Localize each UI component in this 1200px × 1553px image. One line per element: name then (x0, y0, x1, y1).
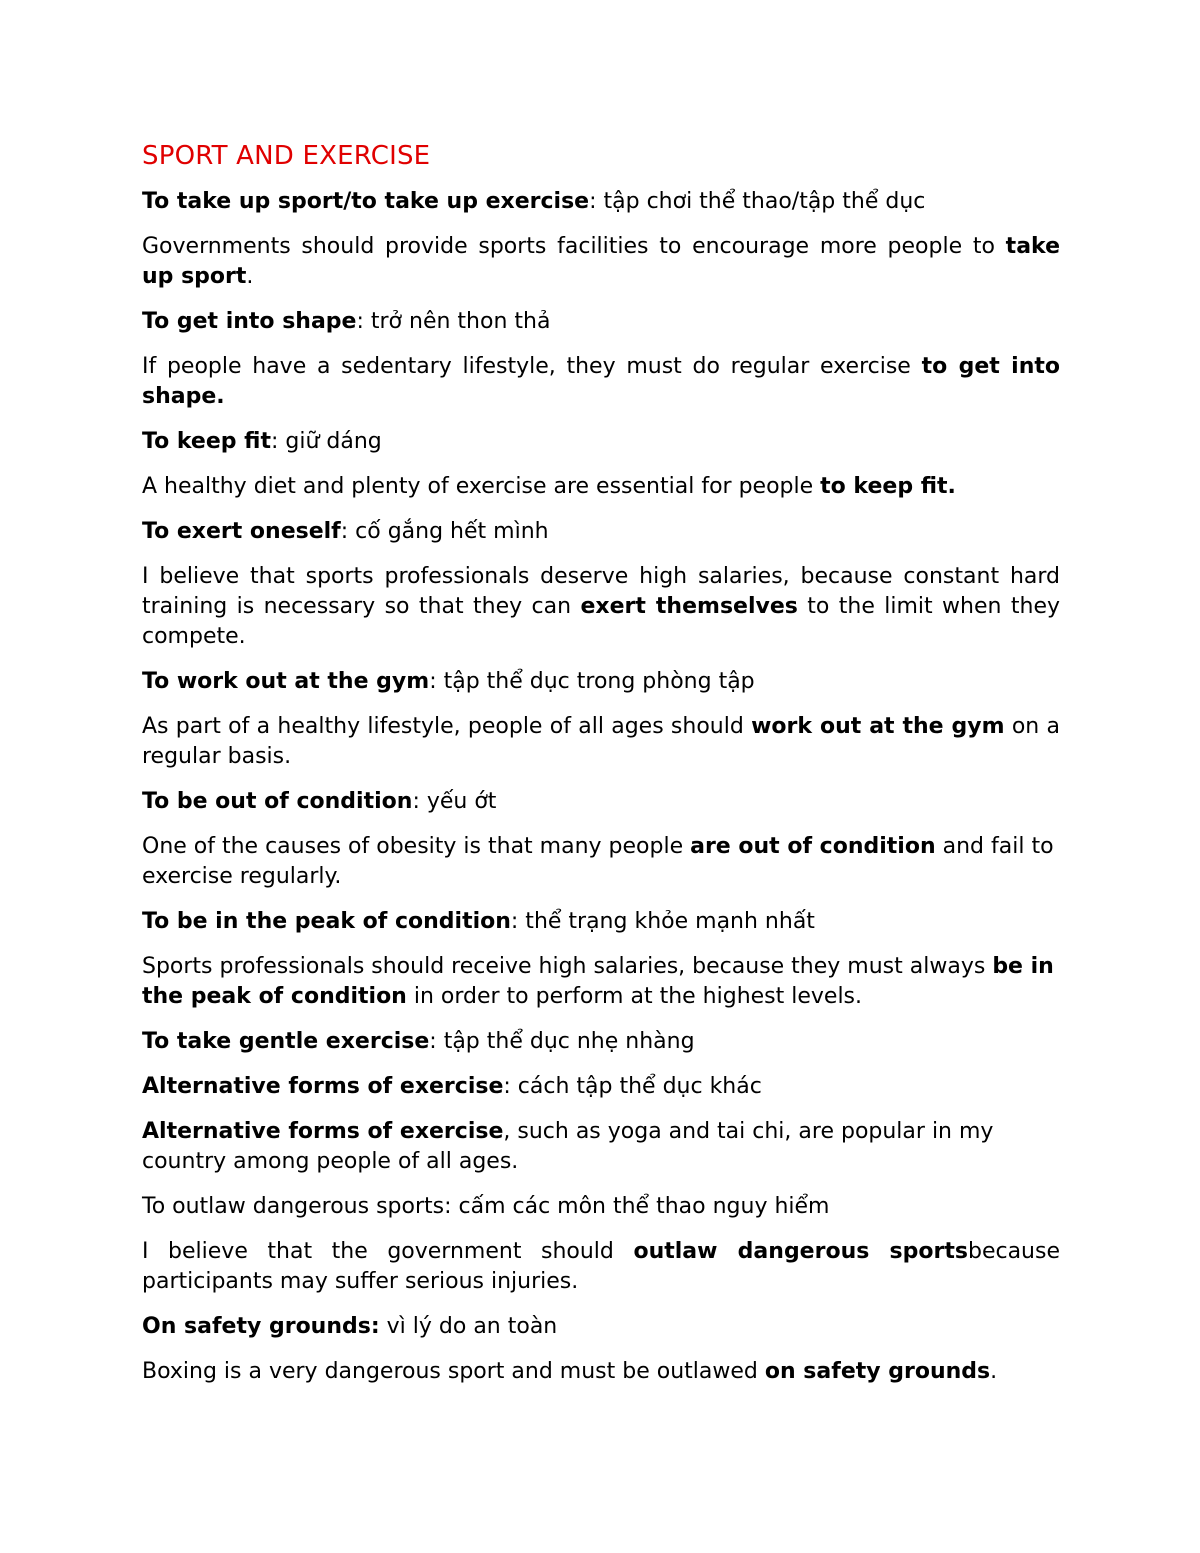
example-text: in order to perform at the highest levels. (406, 984, 863, 1009)
example-text: , such as yoga and tai chi, are popular in my country among people of all ages. (142, 1119, 994, 1174)
vocab-term (142, 1027, 1060, 1057)
term-bold: To work out at the gym (142, 669, 430, 694)
document-title: SPORT AND EXERCISE (142, 141, 431, 171)
example-bold: take up sport (142, 234, 1060, 289)
term-meaning: : tập thể dục nhẹ nhàng (429, 1029, 695, 1054)
vocab-term (142, 1312, 1060, 1342)
document-page (142, 138, 1060, 1402)
example-bold: on safety grounds (764, 1359, 991, 1384)
term-bold: To be out of condition (142, 789, 413, 814)
vocab-term (142, 307, 1060, 337)
example-sentence (142, 1357, 1060, 1387)
example-bold: exert themselves (580, 594, 798, 619)
example-text: One of the causes of obesity is that many people (142, 834, 691, 859)
example-text: . (246, 264, 254, 289)
term-bold: To exert oneself (142, 519, 341, 544)
term-meaning: : trở nên thon thả (356, 309, 551, 334)
term-bold: Alternative forms of exercise (142, 1074, 504, 1099)
vocab-term (142, 787, 1060, 817)
term-bold: To keep fit (142, 429, 271, 454)
example-sentence (142, 232, 1060, 292)
example-bold: work out at the gym (751, 714, 1005, 739)
vocab-term (142, 907, 1060, 937)
term-meaning: : yếu ớt (412, 789, 497, 814)
example-sentence (142, 1237, 1060, 1297)
example-text: If people have a sedentary lifestyle, they must do regular exercise (142, 354, 922, 379)
vocab-term (142, 427, 1060, 457)
vocab-term (142, 667, 1060, 697)
term-meaning: : cách tập thể dục khác (503, 1074, 762, 1099)
term-bold: To get into shape (142, 309, 357, 334)
example-bold: to get into shape. (142, 354, 1060, 409)
example-sentence (142, 952, 1060, 1012)
example-text: Governments should provide sports facilities to encourage more people to (142, 234, 1006, 259)
example-sentence (142, 472, 1060, 502)
example-bold: outlaw dangerous sports (633, 1239, 968, 1264)
example-sentence (142, 1117, 1060, 1177)
example-sentence (142, 562, 1060, 652)
term-bold: On safety grounds: (142, 1314, 380, 1339)
vocab-term (142, 187, 1060, 217)
vocab-term (142, 1072, 1060, 1102)
example-bold: to keep fit. (820, 474, 956, 499)
example-text: Sports professionals should receive high salaries, because they must always (142, 954, 993, 979)
example-text: to the limit when they compete. (142, 594, 1060, 649)
example-text: A healthy diet and plenty of exercise are essential for people (142, 474, 821, 499)
term-bold: To take gentle exercise (142, 1029, 430, 1054)
vocab-term (142, 517, 1060, 547)
term-meaning: : thể trạng khỏe mạnh nhất (510, 909, 815, 934)
term-meaning: : cố gắng hết mình (340, 519, 549, 544)
example-text: I believe that sports professionals deserve high salaries, because constant hard training is necessary so that they can (142, 564, 1060, 619)
example-bold: be in the peak of condition (142, 954, 1054, 1009)
example-text: because participants may suffer serious injuries. (142, 1239, 1061, 1294)
term-bold: To take up sport/to take up exercise (142, 189, 590, 214)
example-text: on a regular basis. (142, 714, 1061, 769)
example-text: I believe that the government should (142, 1239, 634, 1264)
example-bold: are out of condition (690, 834, 936, 859)
example-text: and fail to exercise regularly. (142, 834, 1054, 889)
term-meaning: : tập chơi thể thao/tập thể dục (589, 189, 926, 214)
example-text: Boxing is a very dangerous sport and must be outlawed (142, 1359, 765, 1384)
term-meaning: : giữ dáng (270, 429, 382, 454)
example-sentence (142, 832, 1060, 892)
example-sentence (142, 712, 1060, 772)
example-sentence (142, 352, 1060, 412)
example-bold: Alternative forms of exercise (142, 1119, 504, 1144)
term-bold: To be in the peak of condition (142, 909, 511, 934)
term-meaning: vì lý do an toàn (379, 1314, 558, 1339)
example-text: . (990, 1359, 998, 1384)
example-text: As part of a healthy lifestyle, people of all ages should (142, 714, 752, 739)
term-meaning: : tập thể dục trong phòng tập (429, 669, 755, 694)
vocab-term-plain: To outlaw dangerous sports: cấm các môn thể thao nguy hiểm (142, 1194, 830, 1219)
